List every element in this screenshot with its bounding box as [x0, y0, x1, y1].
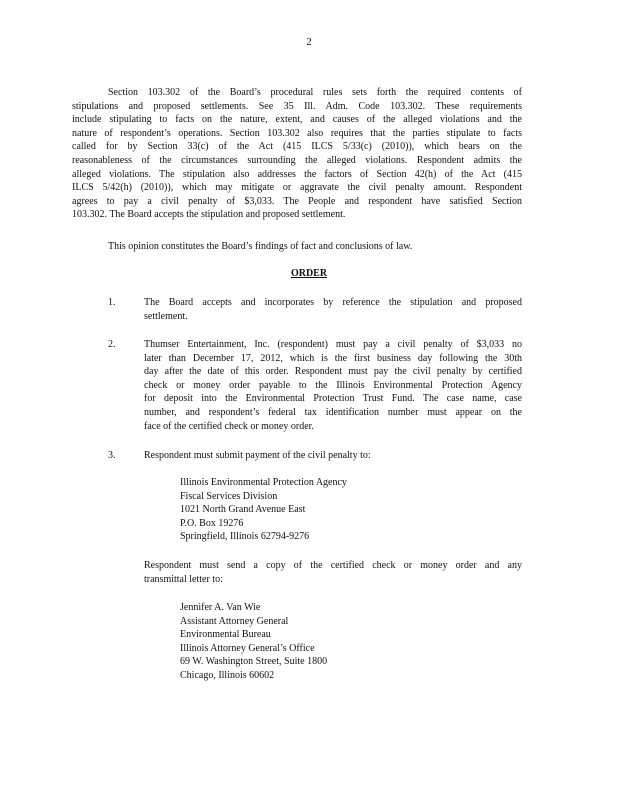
intro-paragraph: [72, 86, 522, 222]
address-line: Illinois Environmental Protection Agency: [180, 477, 347, 488]
paragraph-line: ILCS 5/42(h) (2010)), which may mitigate or aggravate the civil penalty amount. Respondent: [72, 182, 522, 194]
instruction-line: Respondent must send a copy of the certified check or money order and any: [144, 560, 522, 571]
paragraph-line: agrees to pay a civil penalty of $3,033. The People and respondent have satisfied Section: [72, 195, 522, 207]
item-number: 2.: [108, 339, 116, 350]
item-line: day after the date of this order. Respondent must pay the civil penalty by certified: [144, 366, 522, 378]
address-line: 69 W. Washington Street, Suite 1800: [180, 656, 328, 668]
item-line: check or money order payable to the Illinois Environmental Protection Agency: [144, 379, 522, 391]
address-line: P.O. Box 19276: [180, 517, 244, 529]
page-number: 2: [306, 36, 312, 48]
paragraph-line: include stipulating to facts on the nature, extent, and causes of the alleged violations and the: [72, 114, 522, 126]
paragraph-line: stipulations and proposed settlements. See 35 Ill. Adm. Code 103.302. These requirements: [72, 100, 522, 112]
paragraph-line: called for by Section 33(c) of the Act (415 ILCS 5/33(c) (2010)), which bears on the: [72, 141, 522, 153]
item-body: [144, 296, 522, 323]
item-line: face of the certified check or money order.: [144, 420, 314, 432]
address-line: Jennifer A. Van Wie: [180, 602, 261, 613]
item-line: settlement.: [144, 310, 188, 322]
address-line: Environmental Bureau: [180, 629, 271, 641]
address-line: 1021 North Grand Avenue East: [180, 504, 306, 516]
item-line: for deposit into the Environmental Protection Trust Fund. The case name, case: [144, 393, 522, 405]
item-number: 1.: [108, 297, 116, 308]
paragraph-line: nature of respondent’s operations. Section 103.302 also requires that the parties stipulate to facts: [72, 127, 522, 139]
findings-sentence: This opinion constitutes the Board’s findings of fact and conclusions of law.: [108, 241, 413, 252]
instruction-line: transmittal letter to:: [144, 573, 223, 585]
order-heading: [0, 268, 618, 279]
item-number: 3.: [108, 450, 116, 461]
item-line: number, and respondent’s federal tax identification number must appear on the: [144, 406, 522, 418]
copy-instruction: [144, 559, 522, 586]
address-line: Chicago, Illinois 60602: [180, 669, 275, 681]
copy-address: [180, 601, 327, 683]
item-line: The Board accepts and incorporates by reference the stipulation and proposed: [144, 297, 522, 308]
paragraph-line: 103.302. The Board accepts the stipulation and proposed settlement.: [72, 209, 346, 221]
address-line: Springfield, Illinois 62794-9276: [180, 531, 310, 543]
item-body: [144, 338, 522, 433]
paragraph-line: alleged violations. The stipulation also addresses the factors of Section 42(h) of the Act (415: [72, 168, 522, 180]
paragraph-line: Section 103.302 of the Board’s procedural rules sets forth the required contents of: [108, 87, 522, 98]
payment-address: [180, 476, 347, 544]
item-line: Thumser Entertainment, Inc. (respondent) must pay a civil penalty of $3,033 no: [144, 339, 522, 350]
address-line: Fiscal Services Division: [180, 490, 278, 502]
address-line: Illinois Attorney General’s Office: [180, 642, 315, 654]
item-line: Respondent must submit payment of the civil penalty to:: [144, 450, 371, 461]
item-body: [144, 449, 522, 463]
paragraph-line: reasonableness of the circumstances surrounding the alleged violations. Respondent admits the: [72, 154, 522, 166]
address-line: Assistant Attorney General: [180, 615, 289, 627]
order-heading-text: ORDER: [290, 268, 328, 279]
item-line: later than December 17, 2012, which is the first business day following the 30th: [144, 352, 522, 364]
